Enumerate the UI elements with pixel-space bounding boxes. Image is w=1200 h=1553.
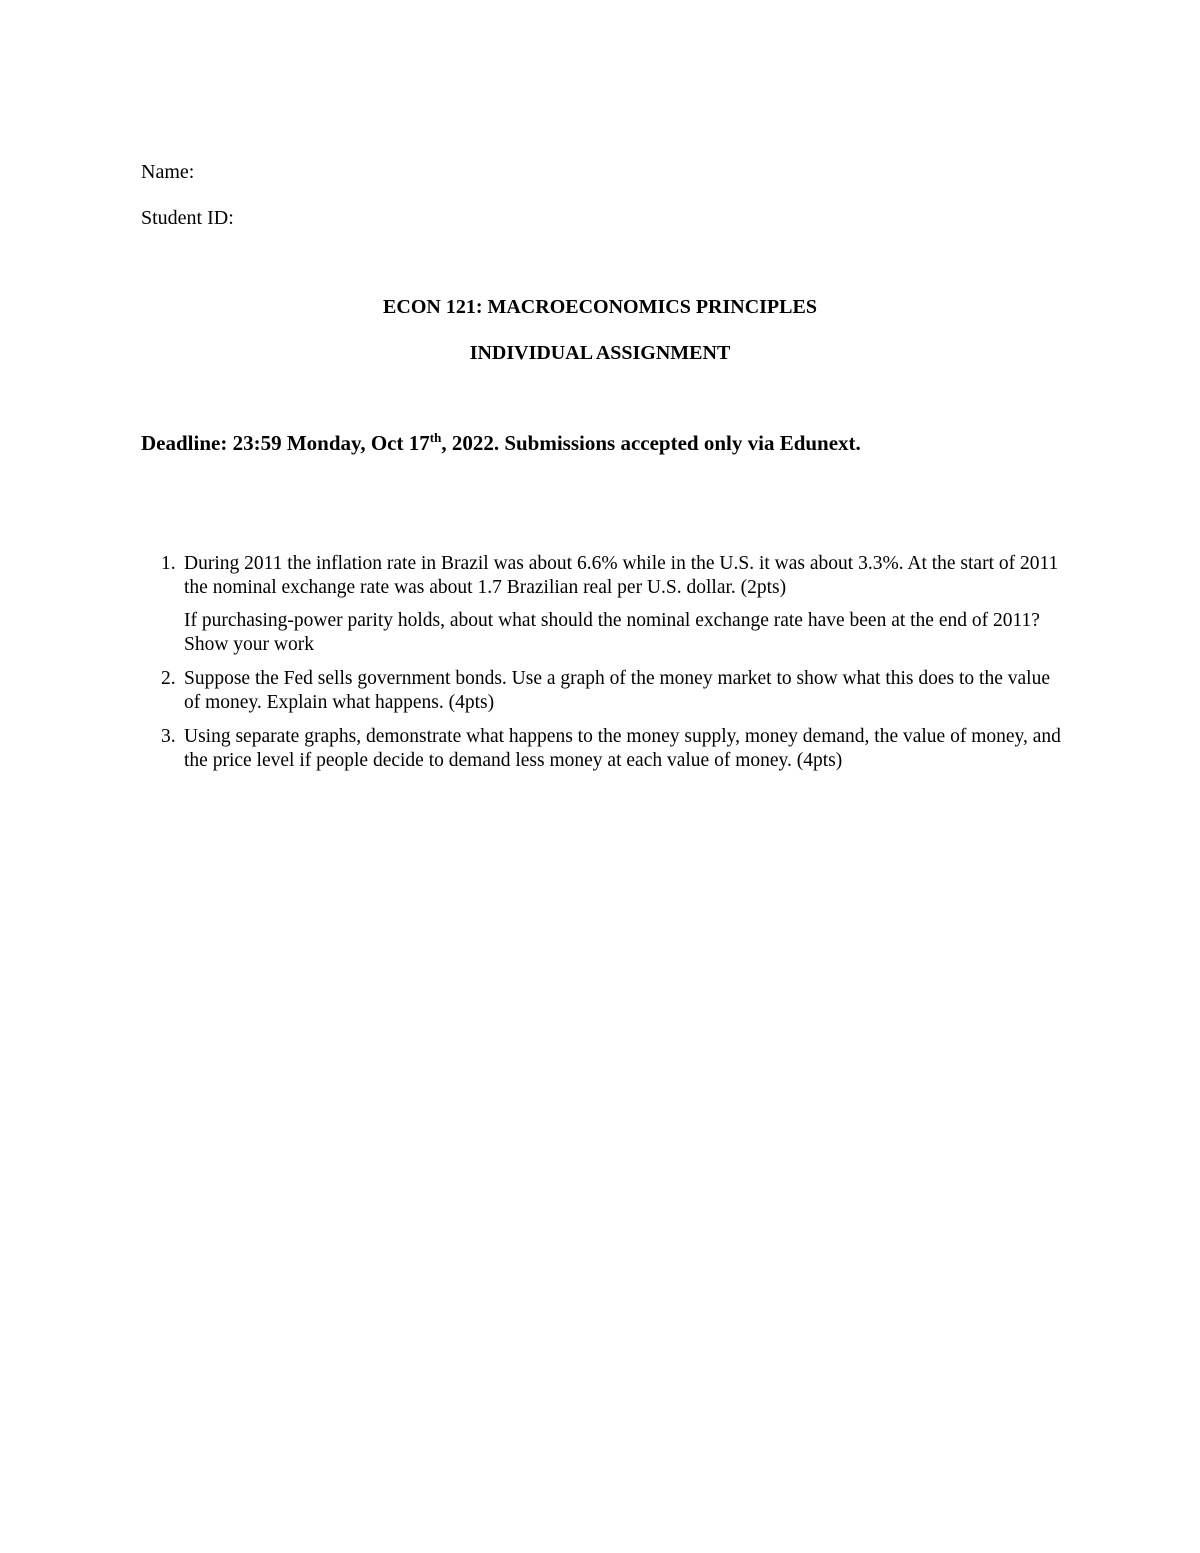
- question-list: [141, 552, 1061, 783]
- question-item: [141, 552, 1061, 657]
- question-item: [141, 725, 1061, 773]
- course-title: ECON 121: MACROECONOMICS PRINCIPLES: [383, 296, 817, 318]
- question-text: During 2011 the inflation rate in Brazil was about 6.6% while in the U.S. it was about 3.3%. At the start of 2011 the nominal exchange rate was about 1.7 Brazilian real per U.S. dollar. (2pts): [184, 553, 1059, 598]
- question-subtext: If purchasing-power parity holds, about what should the nominal exchange rate have been at the end of 2011? Show your work: [184, 610, 1040, 655]
- student-id-label: Student ID:: [141, 207, 234, 229]
- question-number: 1.: [161, 553, 176, 574]
- deadline-suffix: , 2022. Submissions accepted only via Edunext.: [441, 431, 861, 455]
- question-text: Using separate graphs, demonstrate what happens to the money supply, money demand, the value of money, and the price level if people decide to demand less money at each value of money. (4pts): [184, 726, 1061, 771]
- question-item: [141, 667, 1061, 715]
- name-label: Name:: [141, 161, 195, 183]
- deadline-prefix: Deadline: 23:59 Monday, Oct 17: [141, 431, 430, 455]
- deadline-superscript: th: [429, 430, 442, 445]
- deadline-line: [141, 430, 861, 456]
- question-number: 3.: [161, 726, 176, 747]
- assignment-title: INDIVIDUAL ASSIGNMENT: [469, 342, 731, 364]
- question-number: 2.: [161, 668, 176, 689]
- question-text: Suppose the Fed sells government bonds. Use a graph of the money market to show what this does to the value of money. Explain what happens. (4pts): [184, 668, 1050, 713]
